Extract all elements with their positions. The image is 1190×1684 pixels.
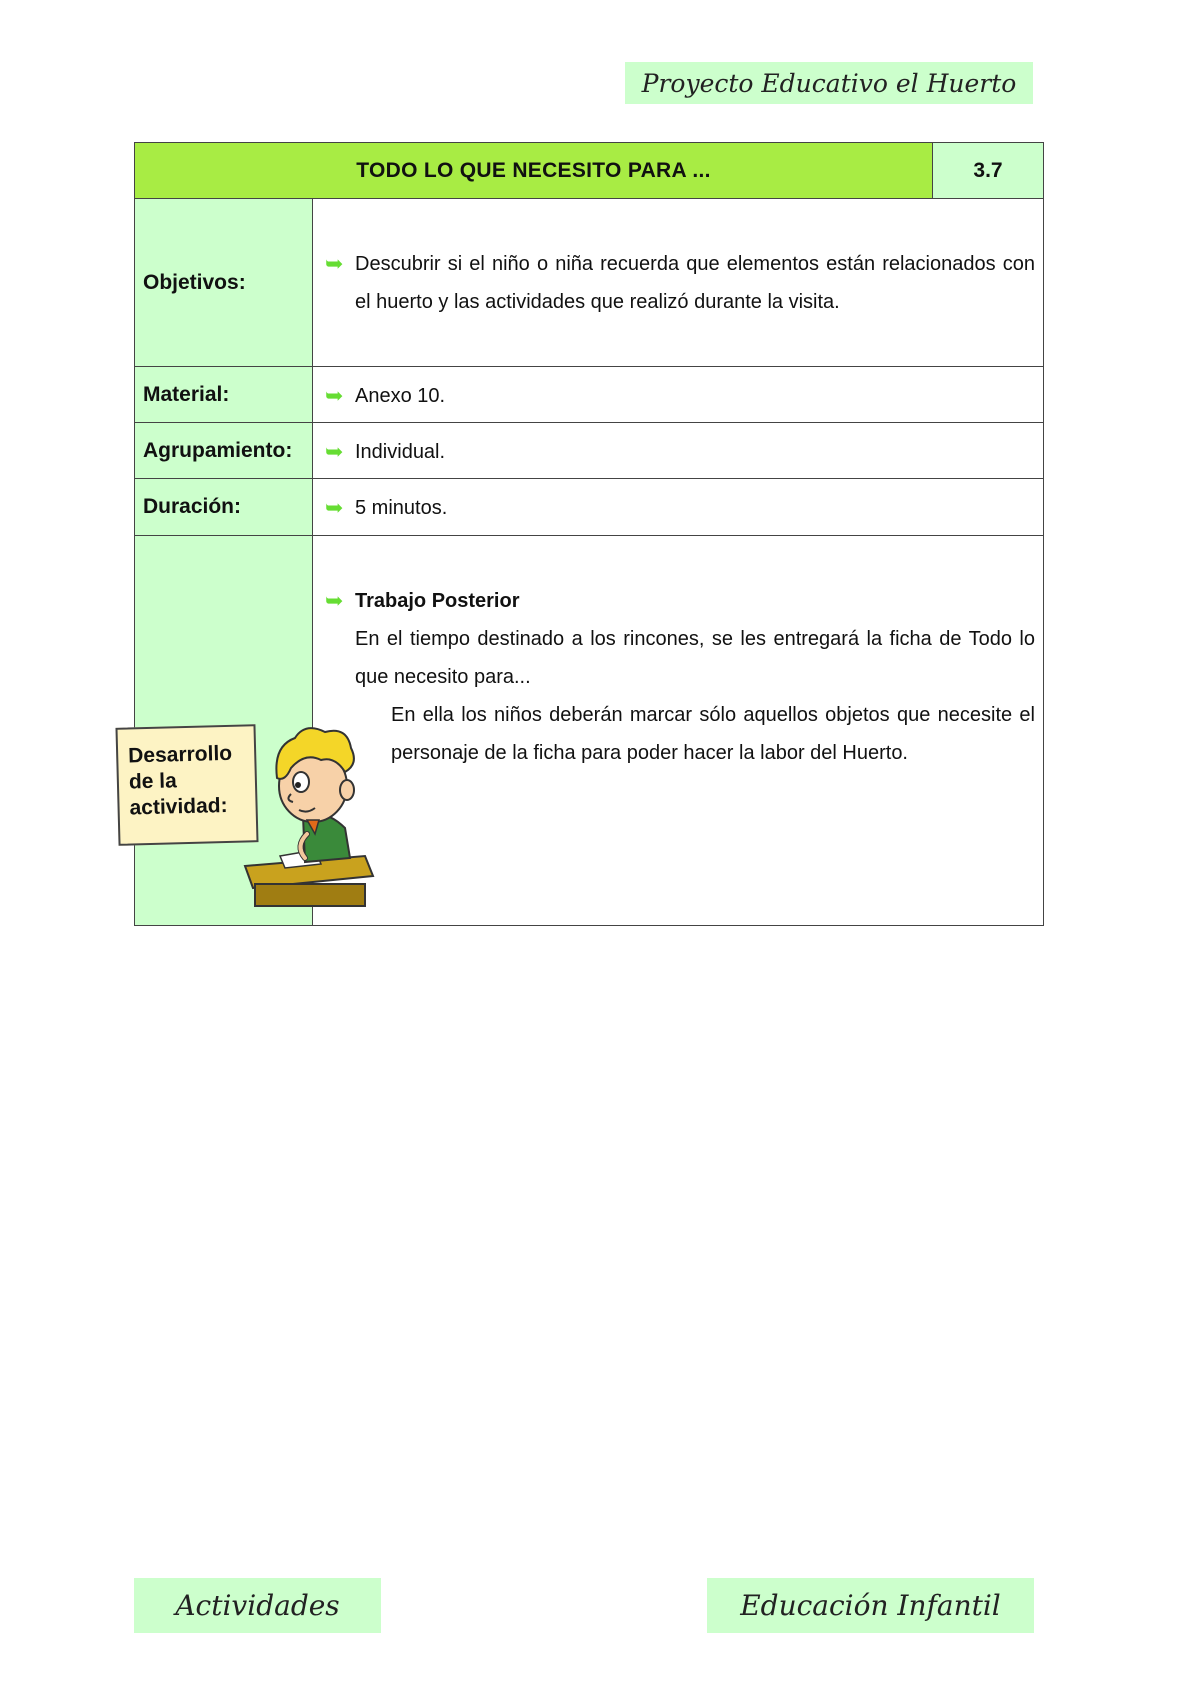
desarrollo-label-line1: Desarrollo [127, 741, 233, 768]
desarrollo-label-cell [127, 536, 313, 926]
child-writing-illustration [225, 716, 375, 911]
agrupamiento-text: Individual. [355, 440, 446, 463]
green-arrow-icon: ➥ [325, 438, 344, 464]
agrupamiento-content [313, 423, 1044, 479]
duracion-label: Duración: [135, 479, 313, 536]
activity-table [127, 142, 1044, 926]
duracion-text: 5 minutos. [355, 497, 448, 519]
desarrollo-subtitle: Trabajo Posterior [355, 590, 520, 612]
objetivos-text: Descubrir si el niño o niña recuerda que elementos están relacionados con el huerto y las actividades que realizó durante la visita. [355, 252, 1035, 313]
footer-education: Educación Infantil [740, 1589, 1001, 1622]
activity-title: TODO LO QUE NECESITO PARA ... [135, 143, 933, 199]
footer-activities-box [134, 1578, 381, 1633]
green-arrow-icon: ➥ [325, 588, 344, 613]
footer-education-box [707, 1578, 1034, 1633]
green-arrow-icon: ➥ [325, 250, 344, 276]
duracion-content [313, 479, 1044, 536]
objetivos-label: Objetivos: [135, 199, 313, 367]
green-arrow-icon: ➥ [325, 382, 344, 408]
activity-number: 3.7 [933, 143, 1044, 199]
desarrollo-row [135, 536, 1044, 926]
footer-activities: Actividades [175, 1589, 340, 1622]
desarrollo-label-line3: actividad: [129, 793, 228, 820]
material-text: Anexo 10. [355, 384, 446, 407]
desarrollo-paragraph2: En ella los niños deberán marcar sólo aquellos objetos que necesite el personaje de la ficha para poder hacer la labor del Huerto. [391, 704, 1035, 764]
desarrollo-content [313, 536, 1044, 926]
desarrollo-paragraph1: En el tiempo destinado a los rincones, se les entregará la ficha de Todo lo que necesito para... [355, 628, 1035, 688]
desarrollo-label-line2: de la [128, 769, 178, 794]
project-title: Proyecto Educativo el Huerto [641, 68, 1017, 98]
green-arrow-icon: ➥ [325, 495, 344, 520]
objetivos-row [135, 199, 1044, 367]
title-row [135, 143, 1044, 199]
objetivos-content [313, 199, 1044, 367]
material-label: Material: [135, 367, 313, 423]
agrupamiento-row [135, 423, 1044, 479]
agrupamiento-label: Agrupamiento: [135, 423, 313, 479]
header-project-box [625, 62, 1033, 104]
material-row [135, 367, 1044, 423]
material-content [313, 367, 1044, 423]
duracion-row [135, 479, 1044, 536]
